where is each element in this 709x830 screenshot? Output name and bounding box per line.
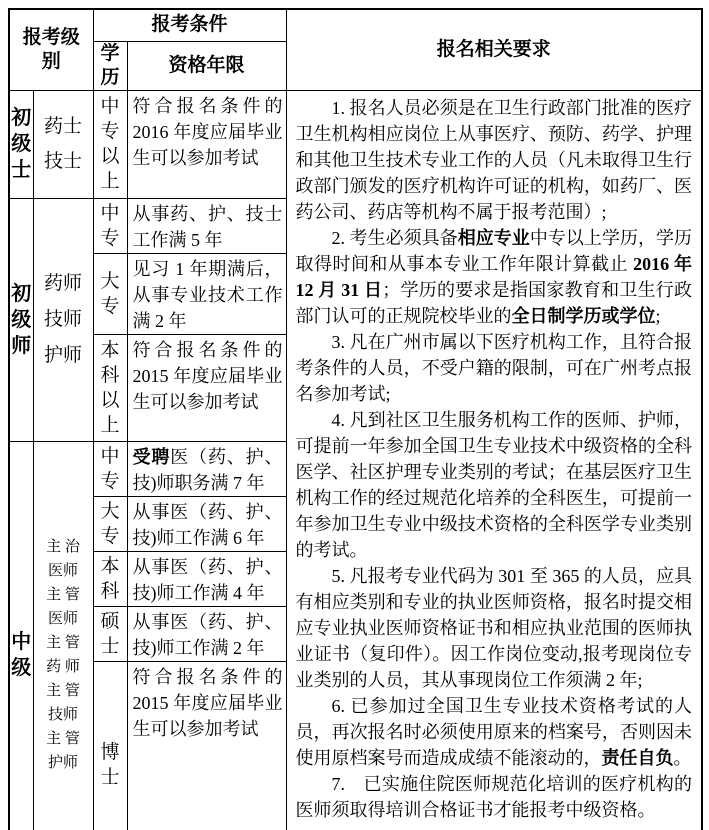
education-cell: 硕 士 [93,606,127,661]
level-junior-shi2: 初 级 师 [9,198,33,441]
header-qualification-years: 资格年限 [127,41,286,90]
years-cell: 从事药、护、技士工作满 5 年 [127,198,286,253]
education-cell: 大 专 [93,496,127,551]
years-cell: 符合报名条件的2015 年度应届毕业生可以参加考试 [127,661,286,830]
years-cell: 从事医（药、护、技)师工作满 4 年 [127,551,286,606]
years-cell: 从事医（药、护、技)师工作满 6 年 [127,496,286,551]
years-cell: 见习 1 年期满后，从事专业技术工作满 2 年 [127,253,286,334]
education-cell: 博 士 [93,661,127,830]
education-cell: 中 专 [93,441,127,496]
years-cell [127,441,286,496]
education-cell: 本 科 以 上 [93,334,127,441]
header-registration-requirements: 报名相关要求 [286,9,702,90]
years-cell: 从事医（药、护、技)师工作满 2 年 [127,606,286,661]
years-cell: 符合报名条件的2016 年度应届毕业生可以参加考试 [127,90,286,198]
education-cell: 中 专 以 上 [93,90,127,198]
level-intermediate: 中 级 [9,441,33,830]
education-cell: 大 专 [93,253,127,334]
header-exam-level: 报考级 别 [9,9,93,90]
education-cell: 中 专 [93,198,127,253]
header-education: 学 历 [93,41,127,90]
level-junior-shi: 初 级 士 [9,90,33,198]
education-cell: 本 科 [93,551,127,606]
professions-intermediate: 主 治 医师 主 管 医师 主 管 药 师 主 管 技师 主 管 护师 [33,441,93,830]
bold-hired-prefix: 受聘 [132,446,171,467]
header-exam-conditions: 报考条件 [93,9,286,41]
exam-registration-table [8,8,703,830]
years-cell: 符合报名条件的2015 年度应届毕业生可以参加考试 [127,334,286,441]
years-text: 医（药、护、技)师职务满 7 年 [132,446,283,493]
professions-junior-shi2: 药师 技师 护师 [33,198,93,441]
professions-junior-shi: 药士 技士 [33,90,93,198]
requirements-content: 1. 报名人员必须是在卫生行政部门批准的医疗卫生机构相应岗位上从事医疗、预防、药学、护理和其他卫生技术专业工作的人员（凡未取得卫生行政部门颁发的医疗机构许可证的机构，如药厂、医药公司、药店等机构不属于报考范围）; 2. 考生必须具备相应专业中专以上学历，学历取得时间和从事本专业工作年限计算截止 2016 年 12 月 31 日；学历的要求是指国家教育和卫生行政部门认可的正规院校毕业的全日制学历或学位; 3. 凡在广州市属以下医疗机构工作，且符合报考条件的人员，不受户籍的限制，可在广州考点报名参加考试; 4. 凡到社区卫生服务机构工作的医师、护师，可提前一年参加全国卫生专业技术中级资格的全科医学、社区护理专业类别的考试；在基层医疗卫生机构工作的经过规范化培养的全科医生，可提前一年参加卫生专业中级技术资格的全科医学专业类别的考试。 5. 凡报考专业代码为 301 至 365 的人员，应具有相应类别和专业的执业医师资格，报名时提交相应专业执业医师资格证书和相应执业范围的医师执业证书（复印件）。因工作岗位变动,报考现岗位专业类别的人员，其从事现岗位工作须满 2 年; 6. 已参加过全国卫生专业技术资格考试的人员，再次报名时必须使用原来的档案号，否则因未使用原档案号而造成成绩不能滚动的，责任自负。 7. 已实施住院医师规范化培训的医疗机构的医师须取得培训合格证书才能报考中级资格。 [286,90,702,830]
